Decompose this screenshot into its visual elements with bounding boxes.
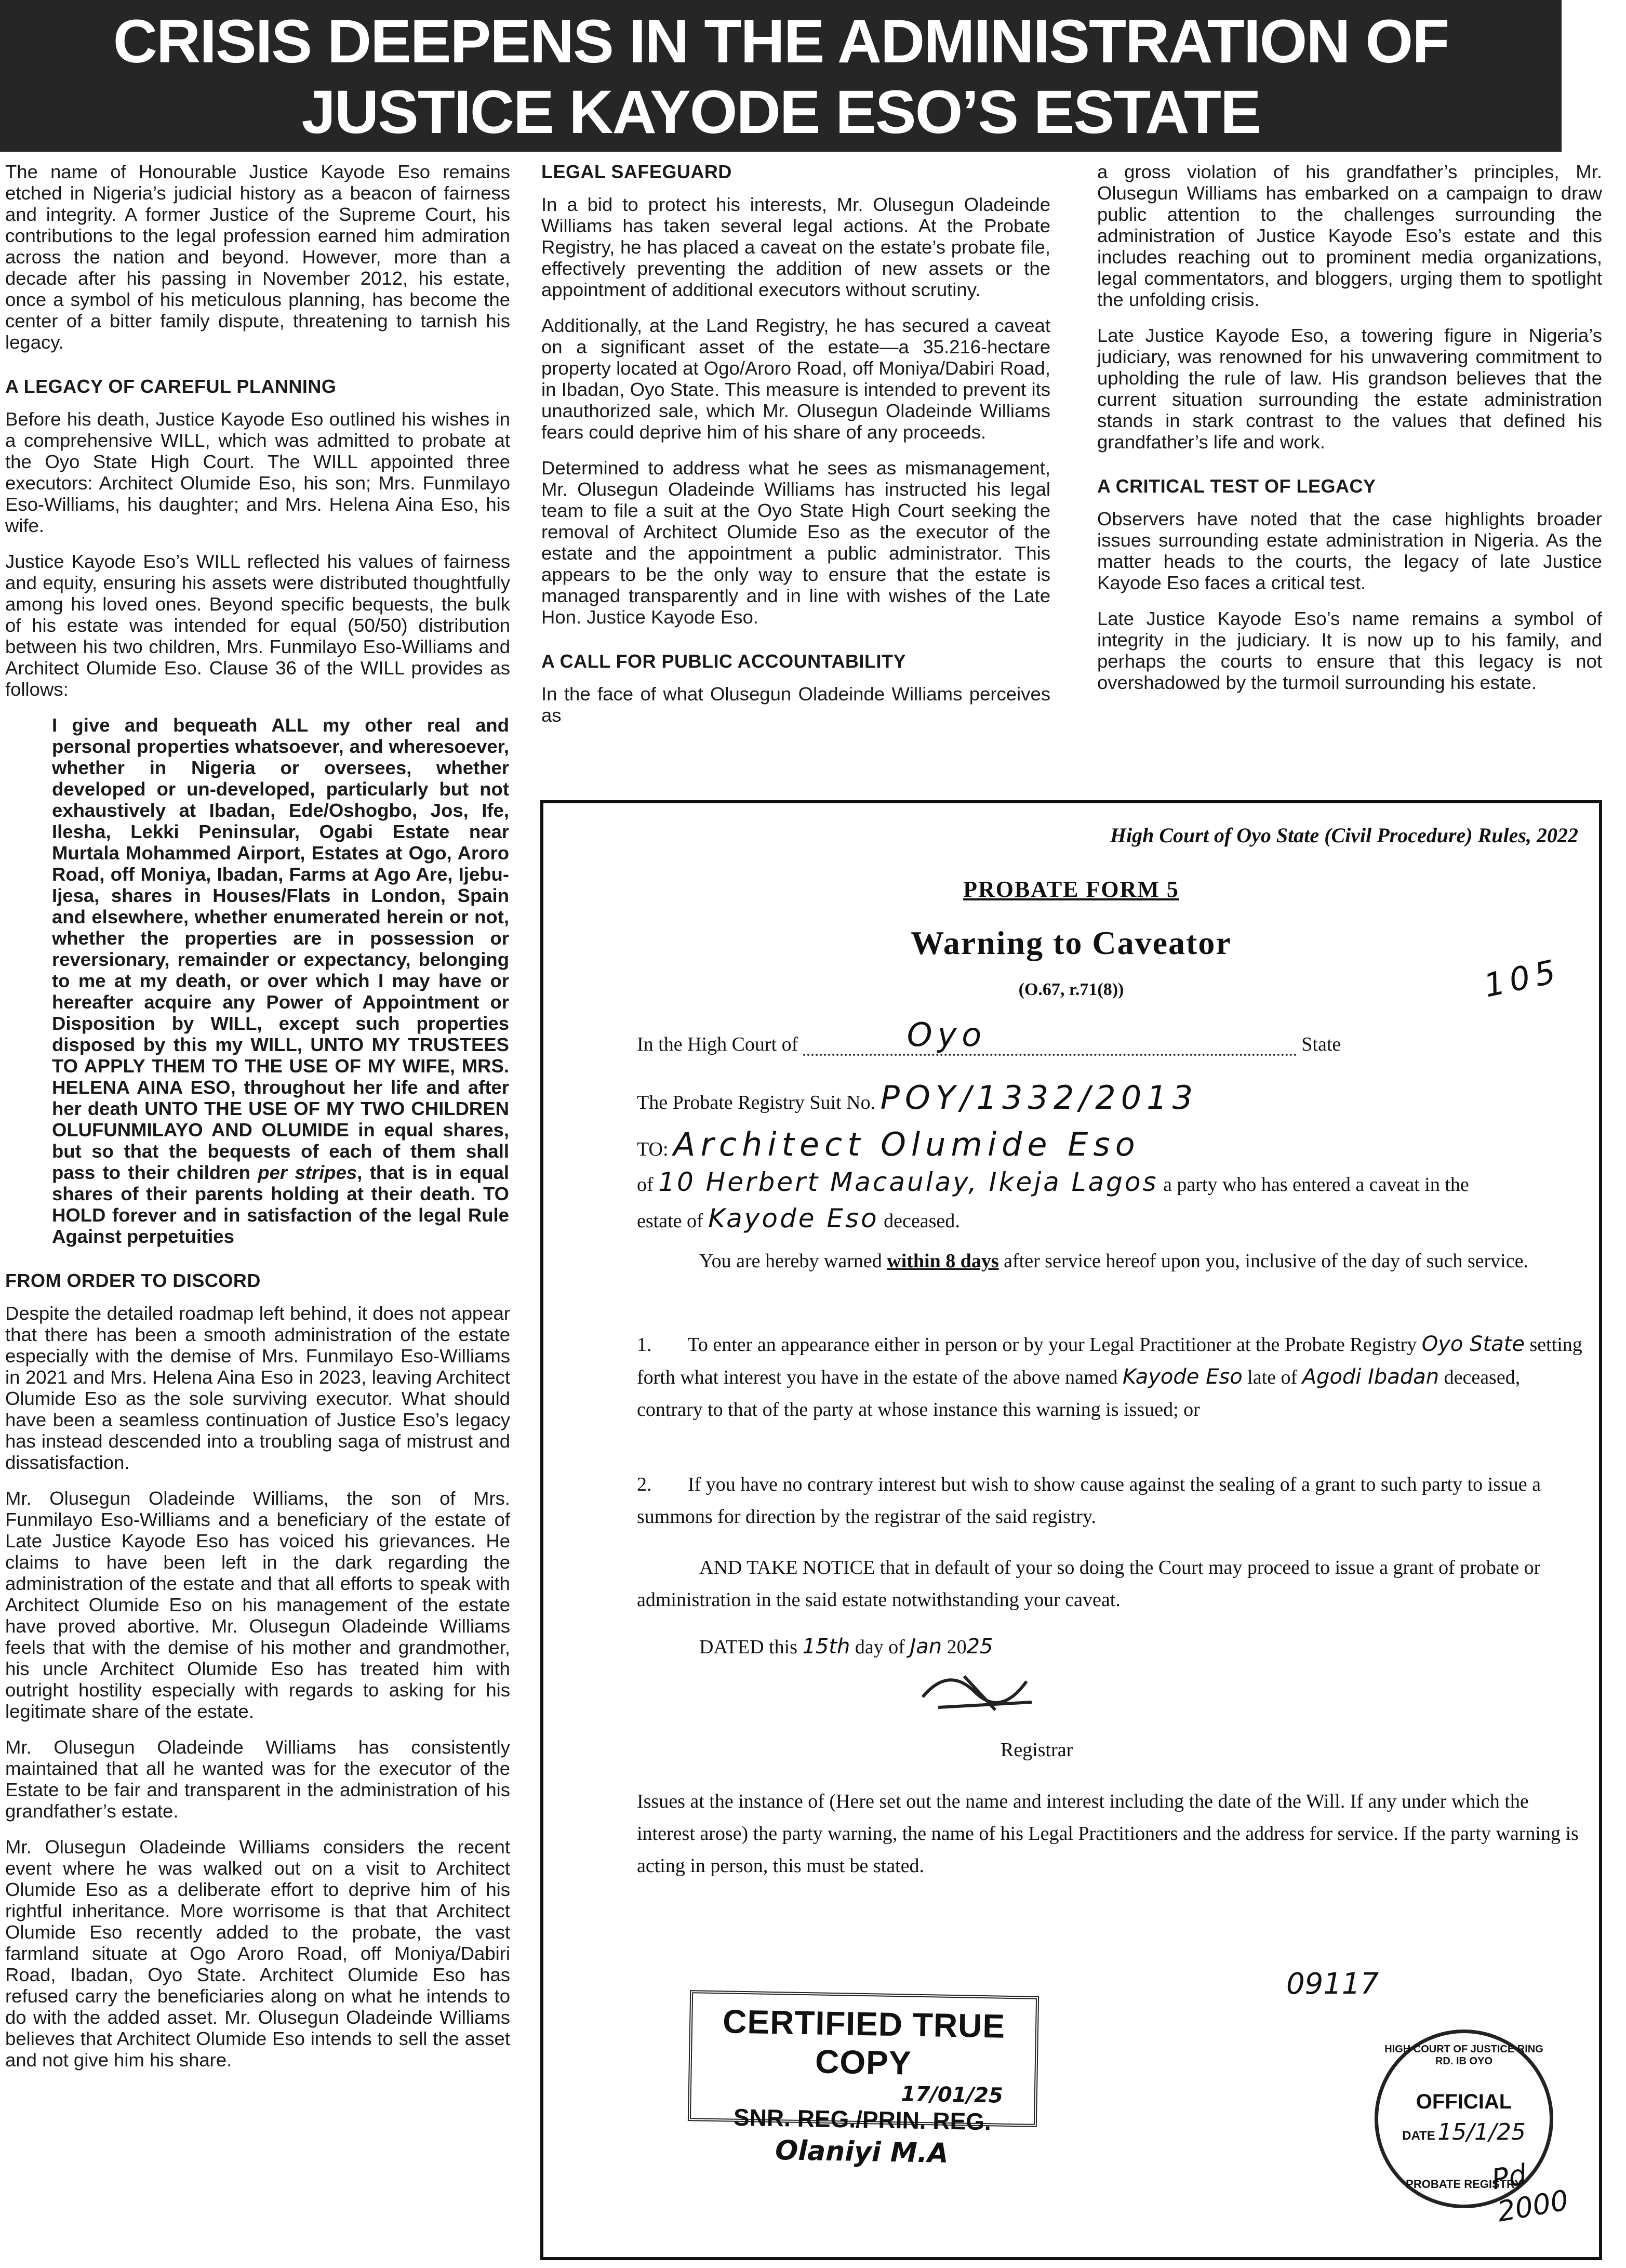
dated-month: Jan — [910, 1635, 942, 1659]
stamp-title: CERTIFIED TRUE COPY — [722, 2002, 1006, 2082]
warned-rest: after service hereof upon you, inclusive of the day of such service. — [1004, 1250, 1528, 1272]
notice-paragraph: AND TAKE NOTICE that in default of your so doing the Court may proceed to issue a grant of probate or administration in the said estate notwithstanding your caveat. — [637, 1557, 1541, 1611]
quote-text: I give and bequeath ALL my other real and personal properties whatsoever, and wheresoever, whether in Nigeria or oversees, whether developed or un-developed, particularly but not exhaustively at Ibadan, Ede/Oshogbo, Jos, Ife, Ilesha, Lekki Peninsular, Ogabi Estate near Murtala Mohammed Airport, Estates at Ogo, Aroro Road, off Moniya, Ibadan, Farms at Ago Are, Ijebu-Ijesa, shares in Houses/Flats in London, Spain and elsewhere, whether enumerated herein or not, whether the properties are in possession or reversionary, remainder or expectancy, belonging to me at my death, or over which I may have or hereafter acquire any Power of Appointment or Disposition by WILL, except such properties disposed by this my WILL, UNTO MY TRUSTEES TO APPLY THEM TO THE USE OF MY WIFE, MRS. HELENA AINA ESO, throughout her life and after her death UNTO THE USE OF MY TWO CHILDREN OLUFUNMILAYO AND OLUMIDE in equal shares, but so that the bequests of each of them shall pass to their children — [52, 714, 509, 1183]
year-prefix: 20 — [947, 1636, 967, 1658]
quote-italic: per stripes — [258, 1162, 357, 1183]
of-label: of — [637, 1174, 654, 1196]
headline-banner — [0, 0, 1562, 152]
paragraph: Additionally, at the Land Registry, he has secured a caveat on a significant asset of the estate—a 35.216-hectare property located at Ogo/Aroro Road, off Moniya/Dabiri Road, in Ibadan, Oyo State. This measure is intended to prevent its unauthorized sale, which Mr. Olusegun Oladeinde Williams fears could deprive him of his share of any proceeds. — [541, 315, 1050, 443]
seal-official: OFFICIAL — [1416, 2090, 1512, 2113]
issues-paragraph: Issues at the instance of (Here set out the name and interest including the date of the Will. If any under which the interest arose) the party warning, the name of his Legal Practitioners and the address for service. If the party warning is acting in person, this must be stated. — [637, 1790, 1579, 1877]
item-1-text: setting forth what interest you have in the estate of the above named — [637, 1334, 1582, 1388]
paragraph: Mr. Olusegun Oladeinde Williams, the son of Mrs. Funmilayo Eso-Williams and a beneficiary of the estate of Late Justice Kayode Eso has voiced his grievances. He claims to have been left in the dark regarding the administration of the estate and that all efforts to speak with Architect Olumide Eso on his management of the estate have proved abortive. Mr. Olusegun Oladeinde Williams feels that with the demise of his mother and grandmother, his uncle Architect Olumide Eso has treated him with outright hostility especially with regards to asking for his legitimate share of the estate. — [5, 1488, 510, 1722]
court-value: Oyo — [907, 1016, 987, 1054]
warning-paragraph — [637, 1245, 1582, 1277]
form-title: Warning to Caveator — [911, 924, 1232, 961]
probate-form-scan — [540, 800, 1602, 2260]
to-value: Architect Olumide Eso — [673, 1125, 1140, 1163]
stamp-date: 17/01/25 — [901, 2082, 1004, 2108]
registry-value: Oyo State — [1421, 1332, 1525, 1356]
registrar-signature — [917, 1661, 1052, 1718]
estate-line — [637, 1203, 960, 1234]
paragraph: Before his death, Justice Kayode Eso outlined his wishes in a comprehensive WILL, which was admitted to probate at the Oyo State High Court. The WILL appointed three executors: Architect Olumide Eso, his son; Mrs. Funmilayo Eso-Williams, his daughter; and Mrs. Helena Aina Eso, his wife. — [5, 408, 510, 536]
paragraph: Despite the detailed roadmap left behind, it does not appear that there has been a smooth administration of the estate especially with the demise of Mrs. Funmilayo Eso-Williams in 2021 and Mrs. Helena Aina Eso in 2023, leaving Architect Olumide Eso as the sole surviving executor. What should have been a seamless continuation of Justice Eso’s legacy has instead descended into a troubling saga of mistrust and dissatisfaction. — [5, 1303, 510, 1473]
seal-bottom-text: PROBATE REGISTRY — [1406, 2178, 1522, 2191]
seal-date-line — [1378, 2119, 1550, 2145]
headline-line-1: CRISIS DEEPENS IN THE ADMINISTRATION OF — [113, 7, 1449, 76]
to-line — [637, 1125, 1140, 1163]
item-1 — [637, 1328, 1582, 1426]
seal-date: 15/1/25 — [1437, 2119, 1526, 2145]
item-2-number: 2. — [637, 1474, 652, 1495]
deceased-name-value: Kayode Eso — [1122, 1365, 1243, 1389]
stamp-signature: Olaniyi M.A — [775, 2135, 949, 2169]
form-name: PROBATE FORM 5 — [963, 877, 1179, 902]
warned-text: You are hereby warned — [699, 1250, 882, 1272]
item-2 — [637, 1468, 1582, 1533]
quote-text: , that is in equal shares of their parents holding at their death. TO HOLD forever and in satisfaction of the legal Rule Against perpetuities — [52, 1162, 509, 1247]
rule-reference: (O.67, r.71(8)) — [1018, 980, 1124, 999]
item-1-text: To enter an appearance either in person or by your Legal Practitioner at the Probate Registry — [687, 1334, 1417, 1356]
headline-line-2: JUSTICE KAYODE ESO’S ESTATE — [301, 78, 1260, 147]
paragraph: In the face of what Olusegun Oladeinde Williams perceives as — [541, 683, 1050, 726]
dated-day: 15th — [802, 1635, 850, 1659]
court-label: In the High Court of — [637, 1033, 798, 1055]
suit-line — [637, 1079, 1198, 1117]
court-field — [803, 1016, 1297, 1056]
address-value: 10 Herbert Macaulay, Ikeja Lagos — [658, 1167, 1158, 1197]
paragraph: Mr. Olusegun Oladeinde Williams considers the recent event where he was walked out on a visit to Architect Olumide Eso as a deliberate effort to deprive him of his rightful inheritance. More worrisome is that that Architect Olumide Eso recently added to the probate, the vast farmland situate at Ogo Aroro Road, off Moniya/Dabiri Road, Ibadan, Oyo State. Architect Olumide Eso has refused carry the beneficiaries along on what he intends to do with the added asset. Mr. Olusegun Oladeinde Williams believes that Architect Olumide Eso intends to sell the asset and not give him his share. — [5, 1836, 510, 2071]
late-of-value: Agodi Ibadan — [1302, 1365, 1440, 1389]
section-heading: A CALL FOR PUBLIC ACCOUNTABILITY — [541, 651, 906, 672]
estate-value: Kayode Eso — [708, 1203, 879, 1234]
paragraph: Late Justice Kayode Eso’s name remains a symbol of integrity in the judiciary. It is now up to his family, and perhaps the courts to ensure that this legacy is not overshadowed by the turmoil surrounding his estate. — [1097, 608, 1602, 693]
suit-value: POY/1332/2013 — [880, 1079, 1198, 1117]
paragraph: The name of Honourable Justice Kayode Eso remains etched in Nigeria’s judicial history as a beacon of fairness and integrity. A former Justice of the Supreme Court, his contributions to the legal profession earned him admiration across the nation and beyond. However, more than a decade after his passing in November 2012, his estate, once a symbol of his meticulous planning, has become the center of a bitter family dispute, threatening to tarnish his legacy. — [5, 161, 510, 353]
article-column-2 — [541, 161, 1050, 740]
section-heading: A LEGACY OF CAREFUL PLANNING — [5, 376, 337, 397]
seal-top-text: HIGH COURT OF JUSTICE RING RD. IB OYO — [1384, 2044, 1543, 2067]
note-bottom: Pd 2000 — [1489, 2157, 1571, 2229]
paragraph: Observers have noted that the case highlights broader issues surrounding estate administration in Nigeria. As the matter heads to the courts, the legacy of late Justice Kayode Eso faces a critical test. — [1097, 508, 1602, 593]
paragraph: In a bid to protect his interests, Mr. Olusegun Oladeinde Williams has taken several legal actions. At the Probate Registry, he has placed a caveat on the estate’s probate file, effectively preventing the addition of new assets or the appointment of additional executors without scrutiny. — [541, 194, 1050, 300]
paragraph: Mr. Olusegun Oladeinde Williams has consistently maintained that all he wanted was for the executor of the Estate to be fair and transparent in the administration of his grandfather’s estate. — [5, 1736, 510, 1822]
item-2-text: If you have no contrary interest but wish to show cause against the sealing of a grant to such party to issue a summons for direction by the registrar of the said registry. — [637, 1474, 1541, 1528]
dated-label: DATED this — [699, 1636, 797, 1658]
estate-label: estate of — [637, 1210, 703, 1232]
deceased-text: deceased. — [884, 1210, 960, 1232]
paragraph: Late Justice Kayode Eso, a towering figure in Nigeria’s judiciary, was renowned for his unwavering commitment to upholding the rule of law. His grandson believes that the current situation surrounding the estate administration stands in stark contrast to the values that defined his grandfather’s life and work. — [1097, 325, 1602, 453]
year-suffix: 25 — [966, 1635, 993, 1659]
note-top: 09117 — [1286, 1967, 1379, 2001]
will-clause-quote — [52, 714, 509, 1247]
address-line — [637, 1167, 1469, 1197]
party-text: a party who has entered a caveat in the — [1163, 1174, 1469, 1196]
section-heading: A CRITICAL TEST OF LEGACY — [1097, 475, 1376, 497]
section-heading: FROM ORDER TO DISCORD — [5, 1270, 261, 1291]
paragraph: Determined to address what he sees as mismanagement, Mr. Olusegun Oladeinde Williams has instructed his legal team to file a suit at the Oyo State High Court seeking the removal of Architect Olumide Eso as the executor of the estate and the appointment a public administrator. This appears to be the only way to ensure that the estate is managed transparently and in line with wishes of the Late Hon. Justice Kayode Eso. — [541, 457, 1050, 628]
certified-true-copy-stamp — [688, 1990, 1039, 2169]
suit-label: The Probate Registry Suit No. — [637, 1092, 876, 1113]
paragraph: a gross violation of his grandfather’s principles, Mr. Olusegun Williams has embarked on a campaign to draw public attention to the challenges surrounding the administration of Justice Kayode Eso’s estate and this includes reaching out to prominent media organizations, legal commentators, and bloggers, urging them to spotlight the unfolding crisis. — [1097, 161, 1602, 310]
item-1-text: deceased, contrary to that of the party at whose instance this warning is issued; or — [637, 1367, 1521, 1421]
article-column-3 — [1097, 161, 1602, 708]
court-line — [637, 1016, 1341, 1056]
registrar-label: Registrar — [1001, 1739, 1073, 1761]
margin-note: 105 — [1481, 951, 1564, 1005]
rules-header: High Court of Oyo State (Civil Procedure) Rules, 2022 — [1110, 824, 1578, 847]
late-of-label: late of — [1247, 1367, 1298, 1388]
section-heading: LEGAL SAFEGUARD — [541, 161, 732, 182]
dated-line — [699, 1635, 993, 1659]
article-column-1 — [5, 161, 510, 2085]
stamp-role: SNR. REG./PRIN. REG. — [733, 2103, 992, 2136]
state-label: State — [1301, 1033, 1341, 1055]
item-1-number: 1. — [637, 1334, 652, 1356]
day-of-label: day of — [855, 1636, 905, 1658]
warned-days: within 8 days — [887, 1250, 999, 1272]
seal-date-label: DATE — [1402, 2129, 1435, 2143]
paragraph: Justice Kayode Eso’s WILL reflected his values of fairness and equity, ensuring his assets were distributed thoughtfully among his loved ones. Beyond specific bequests, the bulk of his estate was intended for equal (50/50) distribution between his two children, Mrs. Funmilayo Eso-Williams and Architect Olumide Eso. Clause 36 of the WILL provides as follows: — [5, 551, 510, 700]
to-label: TO: — [637, 1138, 669, 1160]
